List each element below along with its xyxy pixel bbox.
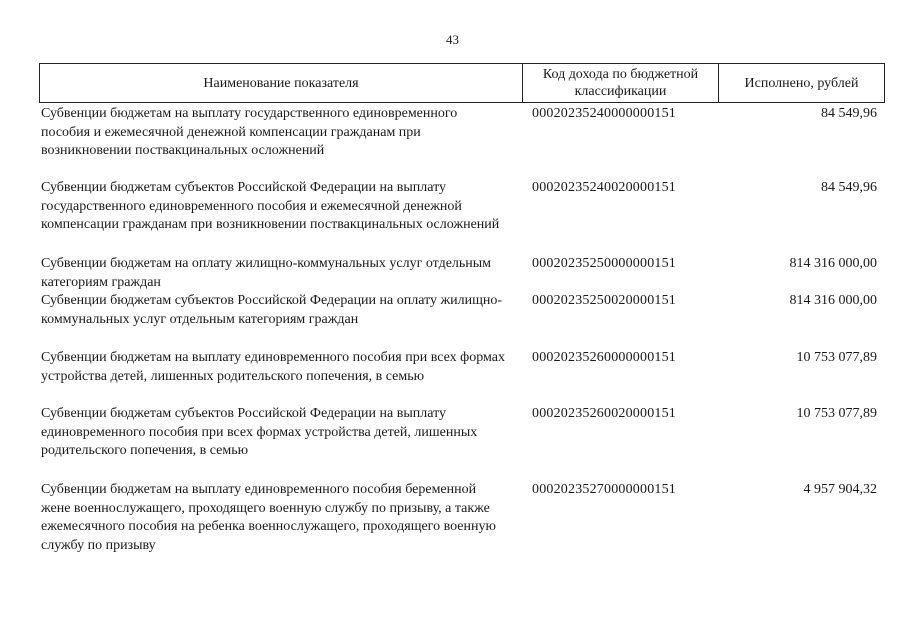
row-name: Субвенции бюджетам субъектов Российской Федерации на выплату единовременного пособия при всех формах устройства детей, лишенных родительского попечения, в семью (41, 406, 478, 458)
row-name: Субвенции бюджетам субъектов Российской Федерации на выплату государственного единовременного пособия и ежемесячной денежной компенсации гражданам при возникновении поствакцинальных осложнений (41, 180, 500, 232)
budget-table (39, 63, 885, 557)
row-code: 00020235270000000151 (532, 482, 676, 497)
table-row (39, 405, 885, 481)
table-row (39, 292, 885, 349)
row-name: Субвенции бюджетам на оплату жилищно-коммунальных услуг отдельным категориям граждан (41, 256, 492, 290)
row-amount: 10 753 077,89 (796, 406, 877, 421)
row-amount: 814 316 000,00 (789, 256, 877, 271)
table-row (39, 105, 885, 179)
row-amount: 4 957 904,32 (803, 482, 877, 497)
row-code: 00020235240020000151 (532, 180, 676, 195)
row-code: 00020235250000000151 (532, 256, 676, 271)
header-code: Код дохода по бюджетной классификации (523, 64, 719, 102)
row-code: 00020235260020000151 (532, 406, 676, 421)
row-code: 00020235250020000151 (532, 293, 676, 308)
row-code: 00020235240000000151 (532, 106, 676, 121)
table-row (39, 349, 885, 405)
row-name: Субвенции бюджетам на выплату единовременного пособия при всех формах устройства детей, лишенных родительского попечения, в семью (41, 350, 505, 384)
header-name: Наименование показателя (40, 64, 523, 102)
table-header (39, 63, 885, 103)
table-row (39, 179, 885, 255)
row-amount: 84 549,96 (821, 106, 877, 121)
table-row (39, 255, 885, 292)
row-amount: 10 753 077,89 (796, 350, 877, 365)
page-number: 43 (446, 32, 459, 47)
table-row (39, 481, 885, 557)
row-code: 00020235260000000151 (532, 350, 676, 365)
row-amount: 814 316 000,00 (789, 293, 877, 308)
row-name: Субвенции бюджетам на выплату единовременного пособия беременной жене военнослужащего, проходящего военную службу по призыву, а также ежемесячного пособия на ребенка военнослужащего, проходящего военную службу по призыву (41, 482, 496, 553)
header-amount: Исполнено, рублей (744, 75, 859, 91)
row-name: Субвенции бюджетам на выплату государственного единовременного пособия и ежемесячной денежной компенсации гражданам при возникновении поствакцинальных осложнений (41, 106, 458, 158)
row-name: Субвенции бюджетам субъектов Российской Федерации на оплату жилищно-коммунальных услуг отдельным категориям граждан (41, 293, 503, 327)
row-amount: 84 549,96 (821, 180, 877, 195)
